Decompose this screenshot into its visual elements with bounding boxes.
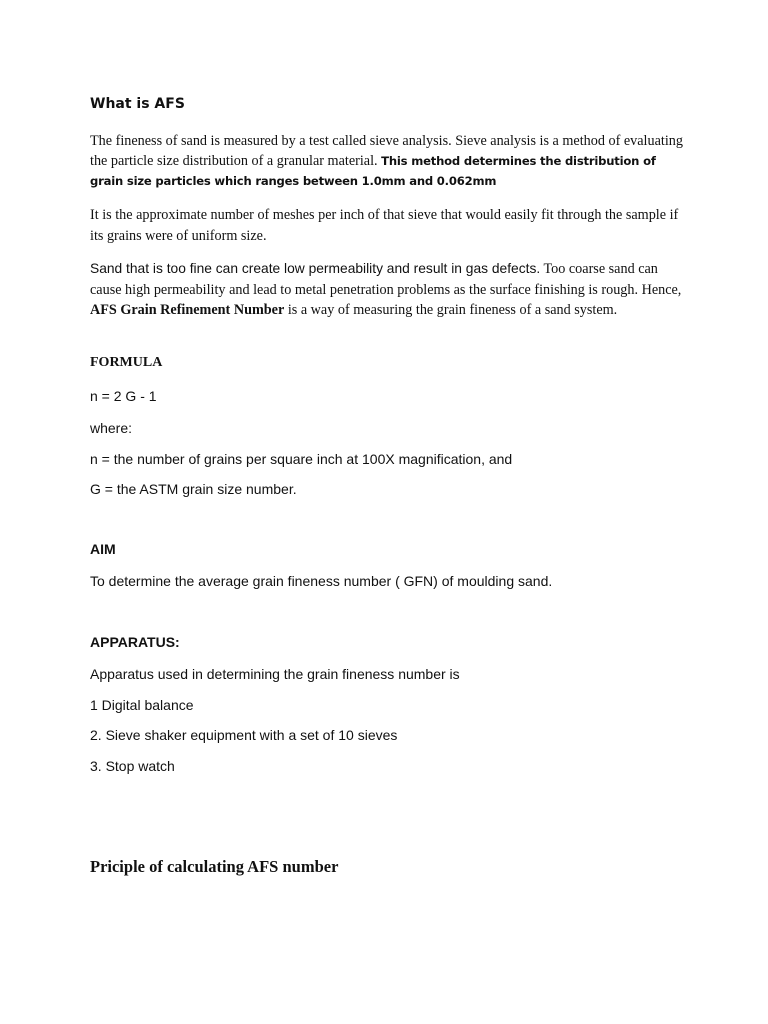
apparatus-item: 3. Stop watch [90,758,175,774]
apparatus-item: 1 Digital balance [90,697,194,713]
paragraph-sand-fineness-text: Too coarse sand can cause high permeability and lead to metal penetration problems as the surface finishing is rough. Hence, [90,261,682,298]
heading-apparatus: APPARATUS: [90,634,180,650]
formula-equation: n = 2 G - 1 [90,388,157,404]
paragraph-sand-fineness-lead: Sand that is too fine can create low permeability and result in gas defects. [90,261,541,276]
formula-definition-g: G = the ASTM grain size number. [90,481,297,497]
apparatus-intro: Apparatus used in determining the grain fineness number is [90,666,460,682]
heading-formula: FORMULA [90,355,163,370]
paragraph-sieve-analysis [90,131,690,191]
aim-text: To determine the average grain fineness number ( GFN) of moulding sand. [90,573,553,589]
heading-what-is-afs: What is AFS [90,96,185,112]
paragraph-sand-fineness-end: is a way of measuring the grain fineness of a sand system. [284,302,618,318]
formula-definition-n: n = the number of grains per square inch at 100X magnification, and [90,451,513,467]
heading-aim: AIM [90,541,116,557]
paragraph-meshes: It is the approximate number of meshes per inch of that sieve that would easily fit through the sample if its grains were of uniform size. [90,207,679,244]
afs-grain-refinement-term: AFS Grain Refinement Number [90,302,285,318]
paragraph-sand-fineness [90,259,690,321]
heading-principle: Priciple of calculating AFS number [90,857,339,876]
paragraph-sieve-analysis-text: The fineness of sand is measured by a test called sieve analysis. Sieve analysis is a method of evaluating the particle size distribution of a granular material. [90,133,683,169]
paragraph-sieve-analysis-bold: This method determines the distribution of grain size particles which ranges between 1.0mm and 0.062mm [90,154,656,188]
apparatus-item: 2. Sieve shaker equipment with a set of 10 sieves [90,727,398,743]
formula-where-label: where: [90,420,133,436]
